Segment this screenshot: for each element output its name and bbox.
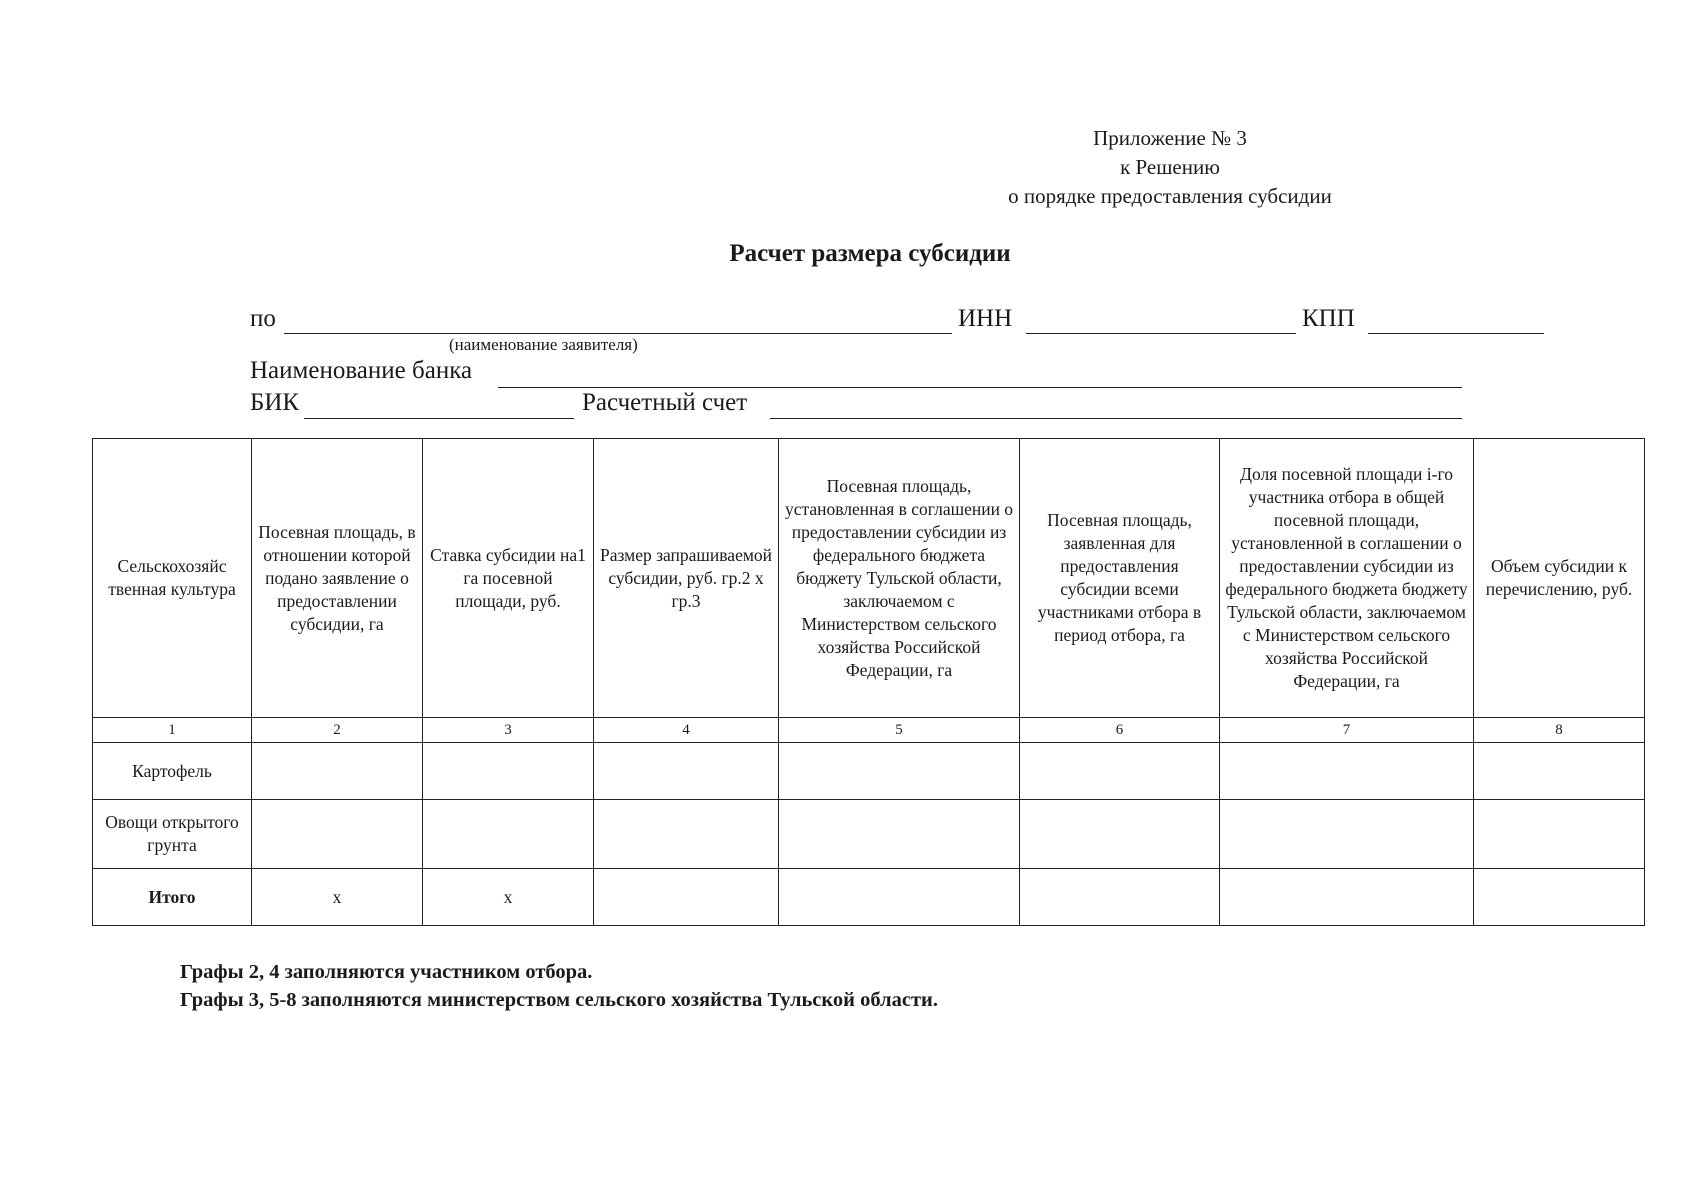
total-cell-x: х <box>252 869 423 926</box>
table-cell[interactable] <box>423 800 594 869</box>
annex-block <box>960 124 1380 211</box>
header-transfer-amount: Объем субсидии к перечислению, руб. <box>1474 439 1645 718</box>
column-number: 6 <box>1020 718 1220 743</box>
table-cell[interactable] <box>252 743 423 800</box>
bank-name-field[interactable] <box>498 387 1462 388</box>
bik-field[interactable] <box>304 418 574 419</box>
table-cell[interactable] <box>1474 743 1645 800</box>
column-number: 4 <box>594 718 779 743</box>
table-cell[interactable] <box>594 743 779 800</box>
row-label: Овощи открытого грунта <box>93 800 252 869</box>
table-cell[interactable] <box>779 800 1020 869</box>
table-cell[interactable] <box>1020 743 1220 800</box>
header-declared-area: Посевная площадь, заявленная для предоставления субсидии всеми участниками отбора в период отбора, га <box>1020 439 1220 718</box>
table-cell[interactable] <box>1220 743 1474 800</box>
table-cell[interactable] <box>779 869 1020 926</box>
annex-line-1: Приложение № 3 <box>1093 126 1247 150</box>
annex-line-2: к Решению <box>1120 155 1220 179</box>
table-cell[interactable] <box>779 743 1020 800</box>
header-applied-area: Посевная площадь, в отношении которой подано заявление о предоставлении субсидии, га <box>252 439 423 718</box>
annex-line-3: о порядке предоставления субсидии <box>1008 184 1332 208</box>
table-row <box>93 743 1645 800</box>
table-header-row <box>93 439 1645 718</box>
kpp-label: КПП <box>1302 305 1355 332</box>
table-cell[interactable] <box>1020 800 1220 869</box>
header-rate: Ставка субсидии на1 га посевной площади, руб. <box>423 439 594 718</box>
column-number: 8 <box>1474 718 1645 743</box>
total-label: Итого <box>93 869 252 926</box>
header-requested-amount: Размер запрашиваемой субсидии, руб. гр.2 х гр.3 <box>594 439 779 718</box>
table-row <box>93 800 1645 869</box>
column-number: 1 <box>93 718 252 743</box>
header-agreement-area: Посевная площадь, установленная в соглашении о предоставлении субсидии из федерального бюджета бюджету Тульской области, заключаемом с Министерством сельского хозяйства Российской Федерации, га <box>779 439 1020 718</box>
table-cell[interactable] <box>1020 869 1220 926</box>
bank-label: Наименование банка <box>250 357 473 384</box>
header-share: Доля посевной площади i-го участника отбора в общей посевной площади, установленной в соглашении о предоставлении субсидии из федерального бюджета бюджету Тульской области, заключаемом с Министерством сельского хозяйства Российской Федерации, га <box>1220 439 1474 718</box>
table-cell[interactable] <box>594 800 779 869</box>
applicant-caption: (наименование заявителя) <box>449 335 638 354</box>
inn-label: ИНН <box>958 305 1013 332</box>
column-number: 3 <box>423 718 594 743</box>
notes-block <box>180 958 938 1014</box>
table-cell[interactable] <box>252 800 423 869</box>
table-number-row <box>93 718 1645 743</box>
inn-field[interactable] <box>1026 333 1296 334</box>
total-cell-x: х <box>423 869 594 926</box>
account-label: Расчетный счет <box>582 389 748 416</box>
table-cell[interactable] <box>423 743 594 800</box>
account-field[interactable] <box>770 418 1462 419</box>
table-cell[interactable] <box>1474 869 1645 926</box>
note-line-1: Графы 2, 4 заполняются участником отбора. <box>180 961 593 983</box>
row-label: Картофель <box>93 743 252 800</box>
note-line-2: Графы 3, 5-8 заполняются министерством сельского хозяйства Тульской области. <box>180 989 938 1011</box>
po-label: по <box>250 305 276 332</box>
table-cell[interactable] <box>1220 869 1474 926</box>
table-cell[interactable] <box>1220 800 1474 869</box>
subsidy-table <box>92 438 1645 926</box>
column-number: 2 <box>252 718 423 743</box>
kpp-field[interactable] <box>1368 333 1544 334</box>
header-crop: Сельскохозяйс твенная культура <box>93 439 252 718</box>
document-title: Расчет размера субсидии <box>729 240 1011 267</box>
table-cell[interactable] <box>594 869 779 926</box>
column-number: 7 <box>1220 718 1474 743</box>
applicant-name-field[interactable] <box>284 333 952 334</box>
table-cell[interactable] <box>1474 800 1645 869</box>
bik-label: БИК <box>250 389 300 416</box>
column-number: 5 <box>779 718 1020 743</box>
table-total-row <box>93 869 1645 926</box>
